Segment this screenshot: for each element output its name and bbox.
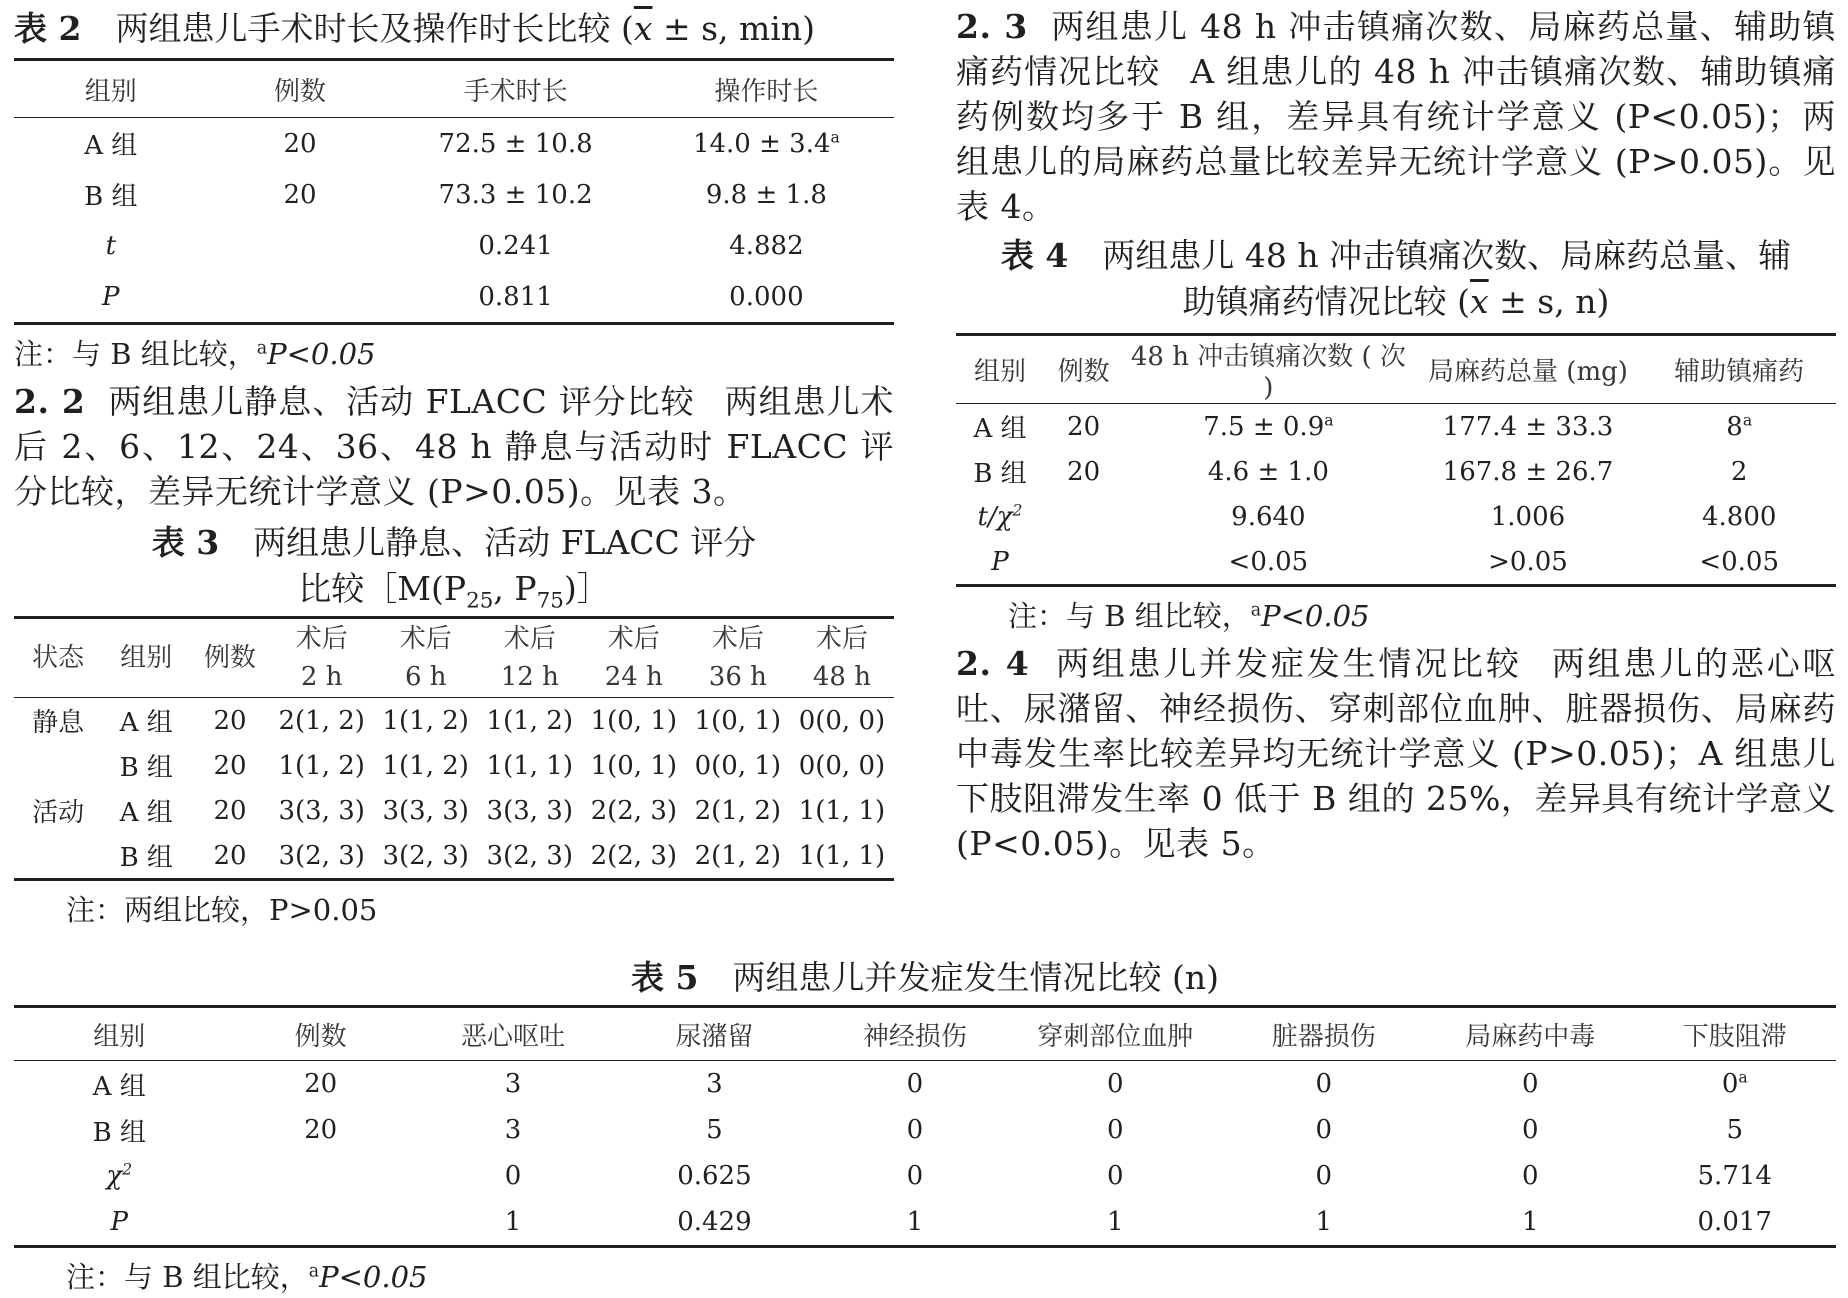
table4-cell-group: P (956, 539, 1044, 586)
table2 (14, 58, 894, 325)
table3-caption-sub2: 75 (536, 588, 564, 614)
table3-header-time: 术后 6 h (374, 618, 478, 698)
table5-header-complication: 穿刺部位血肿 (1010, 1007, 1221, 1061)
table4-cell-n: 20 (1067, 411, 1101, 442)
table5-header-complication: 局麻药中毒 (1427, 1007, 1633, 1061)
table5-cell-value: 0 (1521, 1115, 1539, 1145)
section-2-2 (14, 379, 894, 514)
table-row (14, 833, 894, 880)
table5-cell-value: 1 (1427, 1199, 1633, 1247)
table-row (14, 1199, 1836, 1247)
table3-cell-value: 2(2, 3) (582, 833, 686, 880)
table5-note-tail: P<0.05 (319, 1260, 428, 1294)
table3-cell-value: 3(2, 3) (270, 833, 374, 880)
left-column (14, 0, 894, 931)
table5-header-n: 例数 (225, 1007, 417, 1061)
table4-cell-n (1044, 494, 1123, 539)
table5-cell-value: 0.429 (609, 1199, 820, 1247)
table5-cell-value: 5.714 (1697, 1161, 1772, 1191)
table3-caption-part1: 比较［M(P (298, 569, 467, 608)
table5-cell-value: 5 (1726, 1115, 1744, 1145)
table2-cell-op (639, 220, 894, 271)
table4-note-prefix: 注：与 B 组比较， (1008, 599, 1251, 633)
table3-header-time: 术后 2 h (270, 618, 374, 698)
table3-cell-value: 0(0, 1) (694, 750, 782, 781)
table3-cell-value: 2(1, 2) (694, 795, 782, 826)
section-2-4 (956, 641, 1836, 866)
section-2-3-number: 2. 3 (956, 7, 1028, 46)
table4-caption-mean: $\overline{x}$ (1470, 282, 1489, 321)
table4-header-dose: 局麻药总量 (mg) (1414, 335, 1643, 404)
table3-cell-value: 3(3, 3) (382, 795, 469, 826)
table5-cell-group: B 组 (92, 1117, 146, 1148)
table5-cell-value: 3 (706, 1069, 723, 1099)
table3 (14, 616, 894, 881)
table5-cell-value: 0 (906, 1115, 924, 1145)
table2-header-op: 操作时长 (639, 60, 894, 118)
table5-cell-value: 0 (504, 1161, 522, 1191)
table3-header-state: 状态 (14, 618, 102, 698)
section-2-2-number: 2. 2 (14, 382, 86, 421)
table-row (956, 539, 1836, 586)
table2-cell-group: t (105, 230, 117, 261)
table5-cell-value: 5 (706, 1115, 723, 1145)
table2-cell-op (639, 169, 894, 220)
table3-cell-value: 3(3, 3) (278, 795, 365, 826)
table3-caption (14, 520, 894, 612)
table3-cell-value: 0(0, 0) (798, 750, 886, 781)
table4-cell-bolus: 7.5 ± 0.9$^a$ (1203, 410, 1334, 442)
table-row (956, 449, 1836, 494)
table5-cell-value: 0 (1315, 1161, 1333, 1191)
table5-header-complication: 脏器损伤 (1221, 1007, 1427, 1061)
table2-cell-group: B 组 (84, 182, 138, 212)
table5-cell-value (225, 1199, 417, 1247)
table2-number: 表 2 (14, 9, 82, 48)
table2-header-group: 组别 (14, 60, 208, 118)
table4-note-tail: P<0.05 (1261, 599, 1370, 633)
table2-cell-n (208, 220, 393, 271)
table5-cell-value: 20 (304, 1069, 338, 1099)
table5-cell-value: 0 (1315, 1115, 1333, 1145)
section-2-2-title: 两组患儿静息、活动 FLACC 评分比较 (108, 382, 695, 421)
table2-cell-n: 20 (283, 128, 317, 159)
table2-caption-mean: $\overline{x}$ (633, 9, 653, 48)
table5-header-complication: 恶心呕吐 (417, 1007, 609, 1061)
section-2-4-number: 2. 4 (956, 644, 1030, 683)
table5-cell-group: A 组 (92, 1071, 146, 1102)
section-2-2-text: 两组患儿术后 2、6、12、24、36、48 h 静息与活动时 FLACC 评分比较，差异无统计学意义 (P>0.05)。见表 3。 (14, 382, 895, 511)
table4-cell-bolus: 9.640 (1231, 501, 1306, 532)
table3-caption-line1 (14, 520, 894, 566)
table3-cell-value: 3(3, 3) (486, 795, 573, 826)
table4-cell-dose: >0.05 (1414, 539, 1643, 586)
table3-cell-n: 20 (213, 750, 247, 781)
table4-header-n: 例数 (1044, 335, 1123, 404)
table5-header-complication: 神经损伤 (820, 1007, 1010, 1061)
table5-cell-value: 20 (304, 1115, 338, 1145)
table2-caption (14, 0, 894, 52)
table4-cell-n: 20 (1067, 456, 1101, 487)
table3-number: 表 3 (151, 523, 220, 562)
table5-header-complication: 尿潴留 (609, 1007, 820, 1061)
table-row (14, 271, 894, 324)
table4-cell-group: A 组 (973, 414, 1027, 444)
table4-number: 表 4 (1000, 236, 1069, 275)
table5-cell-value: 0 (1521, 1069, 1539, 1099)
table4-cell-group: B 组 (973, 459, 1027, 489)
section-2-3-title: 两组患儿 48 h 冲击镇痛次数、局麻药总量、辅助镇痛药情况比较 (956, 7, 1836, 91)
table2-title: 两组患儿手术时长及操作时长比较 ( (115, 9, 634, 48)
table2-note-tail: P<0.05 (267, 337, 376, 371)
table3-cell-group: A 组 (119, 708, 173, 738)
table4-note-sup: a (1250, 600, 1262, 621)
table3-cell-value: 2(1, 2) (278, 705, 365, 736)
table3-cell-state (14, 743, 102, 788)
table4-cell-aux: 4.800 (1701, 501, 1777, 532)
table3-cell-value: 2(1, 2) (686, 833, 790, 880)
table5-cell-value: 3 (504, 1069, 522, 1099)
table2-op-value: 4.882 (729, 230, 804, 261)
table5-note-prefix: 注：与 B 组比较， (66, 1260, 309, 1294)
table4-note (956, 595, 1836, 637)
table3-caption-end: )］ (563, 569, 610, 608)
table5-cell-value: 0 (1521, 1161, 1539, 1191)
table3-cell-group: B 组 (102, 833, 190, 880)
table3-cell-value: 1(1, 2) (382, 705, 469, 736)
table2-caption-tail: ± s, min) (652, 9, 815, 48)
table4-cell-aux: 2 (1730, 456, 1748, 487)
table3-cell-value: 1(0, 1) (590, 750, 678, 781)
table5-header-complication: 下肢阻滞 (1633, 1007, 1836, 1061)
table3-caption-mid: , P (493, 569, 537, 608)
table-row (14, 1153, 1836, 1199)
table5-cell-value: 0$^a$ (1721, 1068, 1748, 1099)
table3-cell-value: 0(0, 0) (798, 705, 886, 736)
table-row (14, 743, 894, 788)
table5-note (14, 1256, 1836, 1298)
table5-cell-group: $\chi^2$ (106, 1160, 133, 1191)
table3-header-time: 术后 24 h (582, 618, 686, 698)
table5-cell-value: 0 (906, 1161, 924, 1191)
table5-cell-value: 0 (1106, 1069, 1124, 1099)
table5-cell-value: 0 (1315, 1069, 1333, 1099)
table5-cell-value (225, 1153, 417, 1199)
table3-caption-sub1: 25 (466, 588, 494, 614)
table2-cell-group: P (14, 271, 208, 324)
table3-cell-value: 1(1, 2) (382, 750, 469, 781)
table2-cell-surgery: 72.5 ± 10.8 (438, 128, 593, 159)
table2-cell-op (639, 118, 894, 170)
right-column (956, 0, 1836, 866)
table5-section (14, 955, 1836, 1298)
table2-op-value: 0.000 (729, 281, 804, 312)
table3-header-time: 术后 36 h (686, 618, 790, 698)
table4-cell-dose: 1.006 (1490, 501, 1566, 532)
table-row (14, 220, 894, 271)
table2-cell-surgery: 0.241 (478, 230, 553, 261)
table3-cell-n: 20 (213, 705, 247, 736)
table2-cell-surgery: 73.3 ± 10.2 (438, 179, 593, 210)
table3-cell-group: A 组 (119, 798, 173, 828)
table3-cell-n: 20 (190, 833, 269, 880)
table-row (14, 788, 894, 833)
table4-cell-aux: 8$^a$ (1726, 410, 1753, 442)
table5-cell-value: 1 (820, 1199, 1010, 1247)
table3-header-n: 例数 (190, 618, 269, 698)
table5-note-sup: a (308, 1261, 320, 1282)
table3-cell-state: 活动 (32, 798, 85, 828)
table3-header-time: 术后 48 h (790, 618, 894, 698)
table4-cell-dose: 177.4 ± 33.3 (1442, 411, 1614, 442)
table4-caption-part: 助镇痛药情况比较 ( (1182, 282, 1471, 321)
table5-cell-value: 0.625 (677, 1161, 752, 1191)
table3-cell-n: 20 (213, 795, 247, 826)
table3-cell-value: 1(1, 1) (486, 750, 573, 781)
table2-note (14, 333, 894, 375)
table4-cell-group: $t/\chi^2$ (977, 500, 1023, 532)
table-row (956, 404, 1836, 450)
table4-caption-line1 (956, 233, 1836, 279)
section-2-4-text: 两组患儿的恶心呕吐、尿潴留、神经损伤、穿刺部位血肿、脏器损伤、局麻药中毒发生率比较差异均无统计学意义 (P>0.05)；A 组患儿下肢阻滞发生率 0 低于 B 组的 25%，差异具有统计学意义 (P<0.05)。见表 5。 (956, 644, 1837, 863)
table3-title: 两组患儿静息、活动 FLACC 评分 (253, 523, 757, 562)
table5-cell-value: 3 (504, 1115, 522, 1145)
table5 (14, 1005, 1836, 1248)
table5-caption (14, 955, 1836, 1001)
table2-header-n: 例数 (208, 60, 393, 118)
table4-title: 两组患儿 48 h 冲击镇痛次数、局麻药总量、辅 (1102, 236, 1792, 275)
table5-cell-value: 1 (1221, 1199, 1427, 1247)
table3-cell-value: 1(1, 1) (798, 795, 886, 826)
section-2-3 (956, 0, 1836, 229)
table2-cell-n: 20 (283, 179, 317, 210)
table5-cell-value: 0.017 (1633, 1199, 1836, 1247)
table2-op-sup: a (830, 127, 840, 146)
section-2-3-text: A 组患儿的 48 h 冲击镇痛次数、辅助镇痛药例数均多于 B 组，差异具有统计学意义 (P<0.05)；两组患儿的局麻药总量比较差异无统计学意义 (P>0.05)。见表 4。 (956, 52, 1836, 226)
table2-header-surgery: 手术时长 (392, 60, 638, 118)
table-row (14, 698, 894, 744)
table3-cell-value: 1(0, 1) (590, 705, 678, 736)
table3-cell-value: 1(1, 2) (278, 750, 365, 781)
table2-cell-surgery: 0.811 (392, 271, 638, 324)
table5-header-group: 组别 (14, 1007, 225, 1061)
table4-cell-bolus: 4.6 ± 1.0 (1207, 456, 1329, 487)
table3-header-group: 组别 (102, 618, 190, 698)
table3-cell-value: 1(1, 1) (790, 833, 894, 880)
section-2-4-title: 两组患儿并发症发生情况比较 (1055, 644, 1522, 683)
table3-cell-state: 静息 (32, 708, 85, 738)
table4 (956, 333, 1836, 587)
table5-number: 表 5 (631, 958, 699, 997)
table4-caption (956, 233, 1836, 325)
table3-cell-value: 1(1, 2) (486, 705, 573, 736)
table2-note-sup: a (256, 338, 268, 359)
table4-cell-aux: <0.05 (1642, 539, 1836, 586)
table5-cell-value: 0 (906, 1069, 924, 1099)
table-row (14, 118, 894, 170)
table-row (956, 494, 1836, 539)
table-row (14, 1107, 1836, 1153)
table3-cell-value: 1(0, 1) (694, 705, 782, 736)
table5-cell-value: 0 (1106, 1115, 1124, 1145)
table-row (14, 1061, 1836, 1108)
table2-cell-group: A 组 (84, 131, 138, 161)
table2-op-value: 9.8 ± 1.8 (705, 179, 827, 210)
table4-cell-dose: 167.8 ± 26.7 (1442, 456, 1614, 487)
table3-cell-value: 3(2, 3) (374, 833, 478, 880)
table5-cell-group: P (14, 1199, 225, 1247)
table3-note: 注：两组比较，P>0.05 (66, 893, 378, 927)
table4-cell-bolus: <0.05 (1123, 539, 1413, 586)
table5-title: 两组患儿并发症发生情况比较 (n) (732, 958, 1219, 997)
table4-cell-n (1044, 539, 1123, 586)
table4-header-group: 组别 (956, 335, 1044, 404)
table4-caption-tail: ± s, n) (1488, 282, 1610, 321)
table3-caption-line2 (14, 566, 894, 612)
table2-cell-op (639, 271, 894, 324)
table3-cell-state (14, 833, 102, 880)
table5-cell-value: 1 (417, 1199, 609, 1247)
table2-op-value: 14.0 ± 3.4 (692, 128, 831, 159)
table4-header-aux: 辅助镇痛药 (1642, 335, 1836, 404)
table3-header-time: 术后 12 h (478, 618, 582, 698)
table5-cell-value: 0 (1106, 1161, 1124, 1191)
table4-header-bolus: 48 h 冲击镇痛次数 ( 次 ) (1123, 335, 1413, 404)
table2-cell-n (208, 271, 393, 324)
table2-note-prefix: 注：与 B 组比较， (14, 337, 257, 371)
table5-cell-value: 1 (1010, 1199, 1221, 1247)
table3-cell-group: B 组 (119, 753, 173, 783)
table3-cell-value: 3(2, 3) (478, 833, 582, 880)
table4-caption-line2 (956, 279, 1836, 325)
table3-cell-value: 2(2, 3) (590, 795, 678, 826)
table-row (14, 169, 894, 220)
